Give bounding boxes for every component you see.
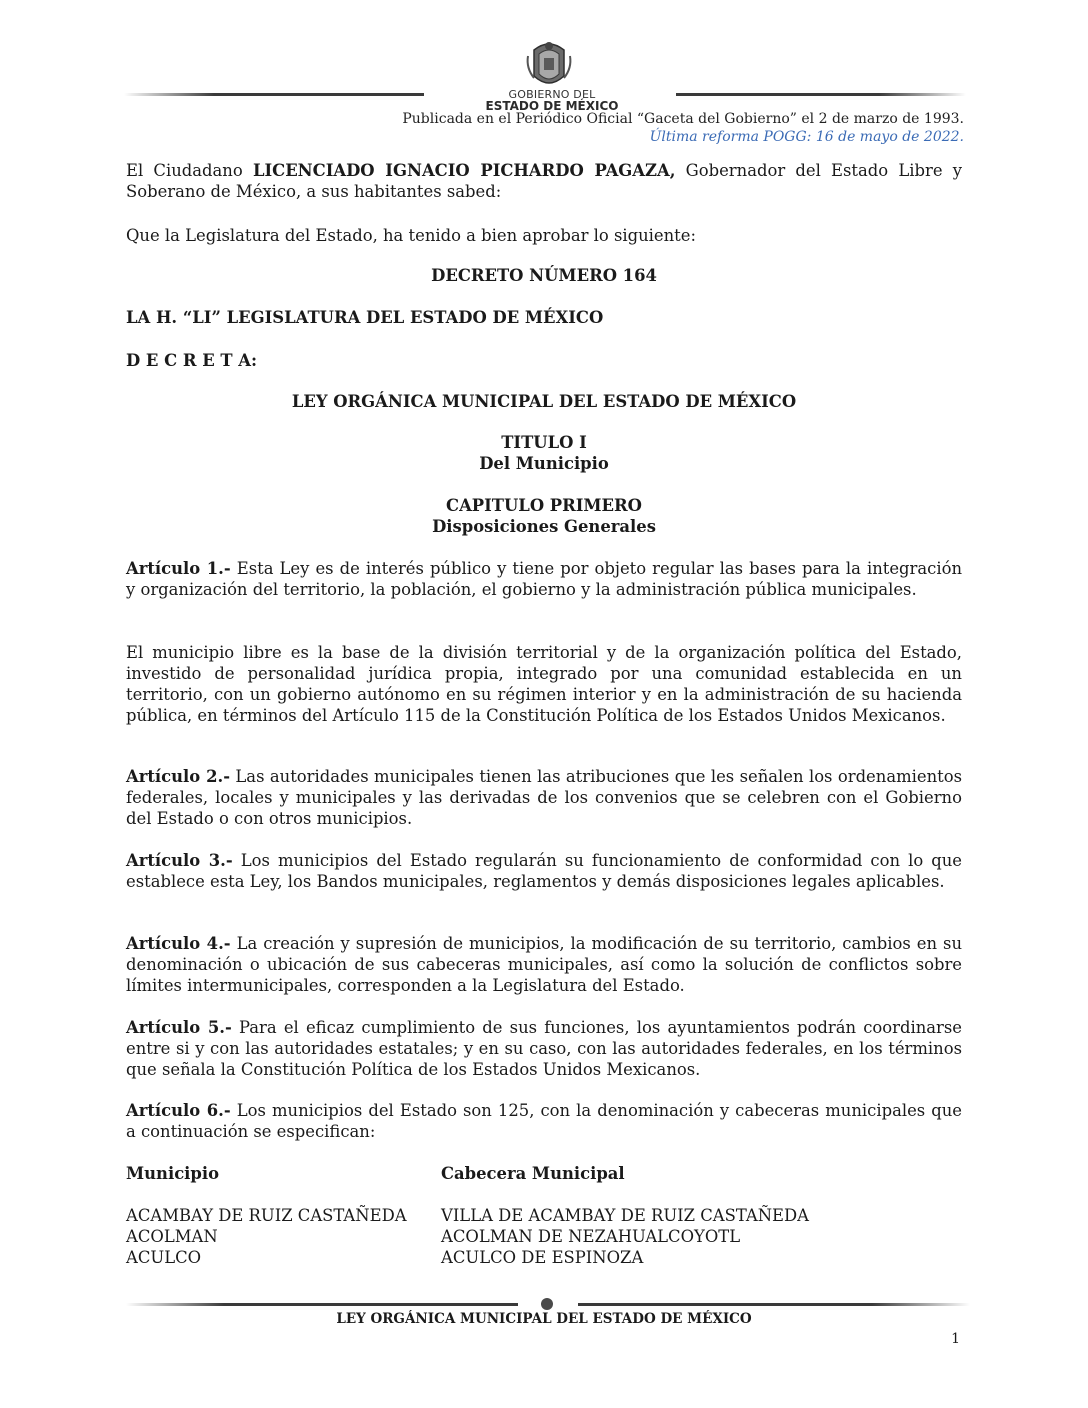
page-number: 1: [951, 1331, 960, 1347]
state-crest-icon: [524, 36, 574, 92]
footer-divider-dot: [541, 1298, 553, 1310]
column-header-cabecera: Cabecera Municipal: [441, 1164, 625, 1183]
capitulo-heading: CAPITULO PRIMERO: [446, 496, 642, 515]
publication-note: Publicada en el Periódico Oficial “Gaceta del Gobierno” el 2 de marzo de 1993.: [402, 111, 964, 127]
decreta-heading: D E C R E T A:: [126, 351, 258, 370]
article-4: [126, 933, 962, 996]
article-1-text: Esta Ley es de interés público y tiene por objeto regular las bases para la integración y organización del territorio, la población, el gobierno y la administración pública municipales.: [126, 559, 963, 599]
article-1-paragraph-2: El municipio libre es la base de la división territorial y de la organización política del Estado, investido de personalidad jurídica propia, integrado por una comunidad establecida en un territorio, con un gobierno autónomo en su régimen interior y en la administración de su hacienda pública, en términos del Artículo 115 de la Constitución Política de los Estados Unidos Mexicanos.: [126, 643, 962, 725]
article-4-label: Artículo 4.-: [126, 934, 231, 953]
article-4-text: La creación y supresión de municipios, la modificación de su territorio, cambios en su denominación o ubicación de sus cabeceras municipales, así como la solución de conflictos sobre límites intermunicipales, corresponden a la Legislatura del Estado.: [126, 934, 963, 995]
article-5: [126, 1017, 962, 1080]
article-3-text: Los municipios del Estado regularán su funcionamiento de conformidad con lo que establece esta Ley, los Bandos municipales, reglamentos y demás disposiciones legales aplicables.: [126, 851, 963, 891]
article-3: [126, 850, 962, 892]
approval-paragraph: Que la Legislatura del Estado, ha tenido a bien aprobar lo siguiente:: [126, 226, 696, 245]
titulo-name: Del Municipio: [479, 454, 609, 473]
last-reform-note: Última reforma POGG: 16 de mayo de 2022.: [649, 129, 964, 145]
table-row-municipio: ACOLMAN: [126, 1227, 218, 1246]
table-row-municipio: ACULCO: [126, 1248, 202, 1267]
article-5-text: Para el eficaz cumplimiento de sus funciones, los ayuntamientos podrán coordinarse entre si y con las autoridades estatales; y en su caso, con las autoridades federales, en los términos que señala la Constitución Política de los Estados Unidos Mexicanos.: [126, 1018, 962, 1079]
table-row-cabecera: ACOLMAN DE NEZAHUALCOYOTL: [441, 1227, 741, 1246]
governor-name: LICENCIADO IGNACIO PICHARDO PAGAZA,: [252, 161, 676, 180]
table-row-municipio: ACAMBAY DE RUIZ CASTAÑEDA: [126, 1206, 407, 1225]
table-row-cabecera: VILLA DE ACAMBAY DE RUIZ CASTAÑEDA: [441, 1206, 809, 1225]
article-5-label: Artículo 5.-: [126, 1018, 232, 1037]
law-title: LEY ORGÁNICA MUNICIPAL DEL ESTADO DE MÉXICO: [291, 392, 797, 411]
article-3-label: Artículo 3.-: [126, 851, 233, 870]
column-header-municipio: Municipio: [126, 1164, 220, 1183]
legislature-heading: LA H. “LI” LEGISLATURA DEL ESTADO DE MÉXICO: [126, 308, 604, 327]
article-6: [126, 1100, 962, 1142]
decree-heading: DECRETO NÚMERO 164: [431, 266, 657, 285]
article-1-label: Artículo 1.-: [126, 559, 231, 578]
footer-divider-left: [126, 1303, 518, 1306]
header-divider-right: [676, 93, 966, 96]
government-line-2: ESTADO DE MÉXICO: [485, 99, 619, 113]
intro-paragraph: [126, 160, 962, 202]
intro-text-a: El Ciudadano: [126, 161, 253, 180]
footer-divider-right: [578, 1303, 970, 1306]
article-2-text: Las autoridades municipales tienen las atribuciones que les señalen los ordenamientos federales, locales y municipales y las derivadas de los convenios que se celebren con el Gobierno del Estado o con otros municipios.: [126, 767, 962, 828]
table-row-cabecera: ACULCO DE ESPINOZA: [441, 1248, 644, 1267]
article-1: [126, 558, 962, 600]
titulo-heading: TITULO I: [501, 433, 587, 452]
capitulo-name: Disposiciones Generales: [432, 517, 656, 536]
government-line-1: GOBIERNO DEL: [508, 88, 596, 101]
article-6-label: Artículo 6.-: [126, 1101, 231, 1120]
article-2: [126, 766, 962, 829]
intro-text-b: Gobernador del Estado Libre y Soberano de México, a sus habitantes sabed:: [126, 161, 962, 201]
article-6-text: Los municipios del Estado son 125, con la denominación y cabeceras municipales que a continuación se especifican:: [126, 1101, 962, 1141]
header-divider-left: [124, 93, 424, 96]
footer-title: LEY ORGÁNICA MUNICIPAL DEL ESTADO DE MÉXICO: [336, 1311, 752, 1327]
article-2-label: Artículo 2.-: [126, 767, 231, 786]
